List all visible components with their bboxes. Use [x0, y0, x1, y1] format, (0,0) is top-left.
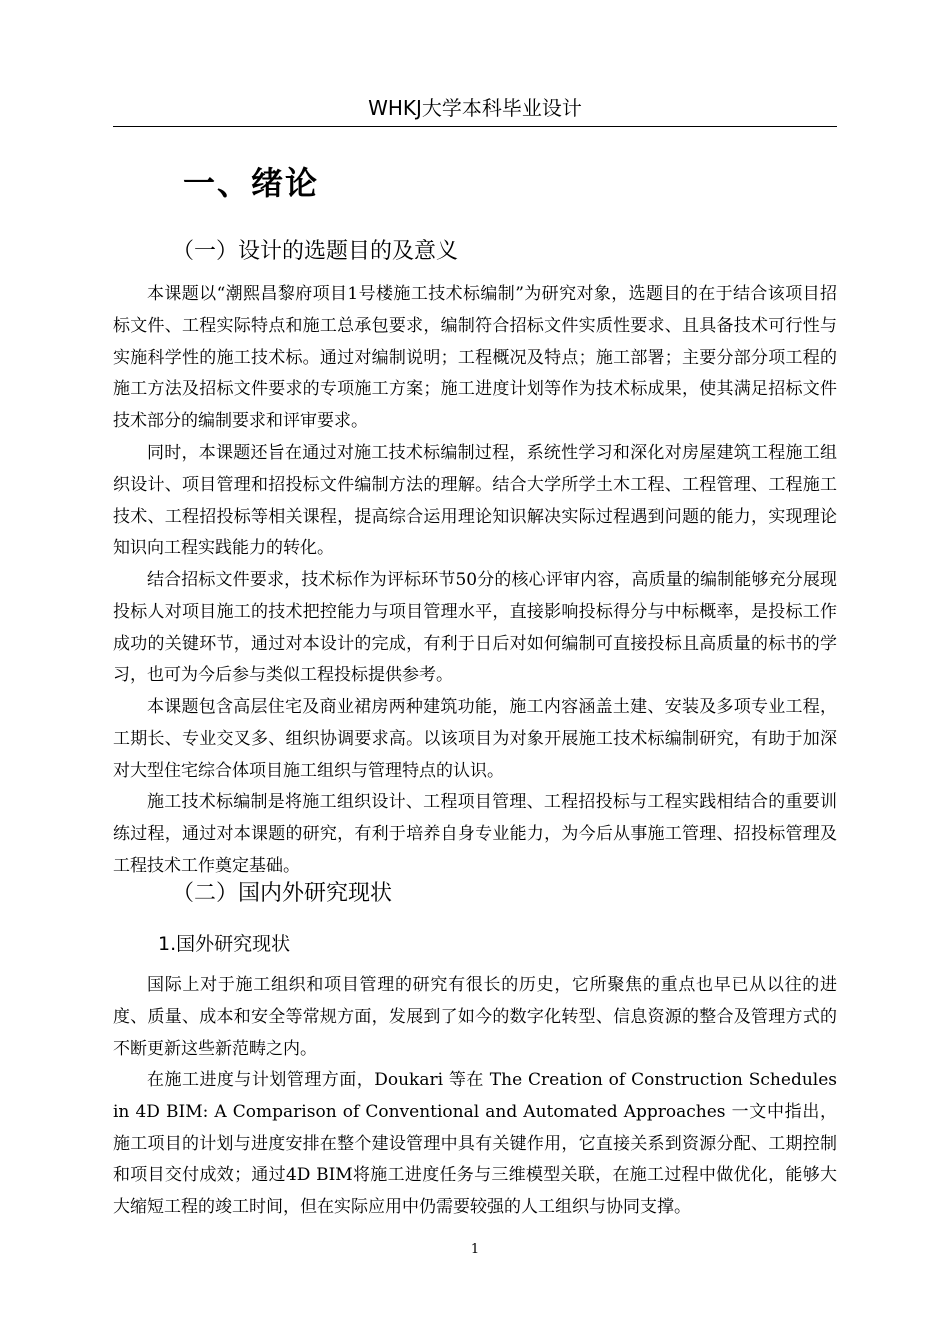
paragraph: 结合招标文件要求，技术标作为评标环节50分的核心评审内容，高质量的编制能够充分展现投标人对项目施工的技术把控能力与项目管理水平，直接影响投标得分与中标概率，是投标工作成功的关键环节，通过对本设计的完成，有利于日后对如何编制可直接投标且高质量的标书的学习，也可为今后参与类似工程投标提供参考。	[113, 570, 837, 686]
paragraph: 本课题包含高层住宅及商业裙房两种建筑功能，施工内容涵盖土建、安装及多项专业工程，工期长、专业交叉多、组织协调要求高。以该项目为对象开展施工技术标编制研究，有助于加深对大型住宅综合体项目施工组织与管理特点的认识。	[113, 697, 837, 781]
header-rule	[113, 126, 837, 127]
subsection-heading-foreign: 1.国外研究现状	[158, 933, 291, 955]
section-heading-purpose: （一）设计的选题目的及意义	[172, 239, 459, 264]
paragraph: 国际上对于施工组织和项目管理的研究有很长的历史，它所聚焦的重点也早已从以往的进度、质量、成本和安全等常规方面，发展到了如今的数字化转型、信息资源的整合及管理方式的不断更新这些新范畴之内。	[113, 975, 837, 1059]
paragraph: 在施工进度与计划管理方面，Doukari 等在 The Creation of Construction Schedules in 4D BIM: A Comparison of Conventional and Automated Approaches 一文中指出，施工项目的计划与进度安排在整个建设管理中具有关键作用，它直接关系到资源分配、工期控制和项目交付成效；通过4D BIM将施工进度任务与三维模型关联，在施工过程中做优化，能够大大缩短工程的竣工时间，但在实际应用中仍需要较强的人工组织与协同支撑。	[113, 1070, 837, 1218]
page-header: WHKJ大学本科毕业设计	[368, 96, 582, 120]
paragraph: 施工技术标编制是将施工组织设计、工程项目管理、工程招投标与工程实践相结合的重要训练过程，通过对本课题的研究，有利于培养自身专业能力，为今后从事施工管理、招投标管理及工程技术工作奠定基础。	[113, 792, 837, 876]
paragraph: 同时，本课题还旨在通过对施工技术标编制过程，系统性学习和深化对房屋建筑工程施工组织设计、项目管理和招投标文件编制方法的理解。结合大学所学土木工程、工程管理、工程施工技术、工程招投标等相关课程，提高综合运用理论知识解决实际过程遇到问题的能力，实现理论知识向工程实践能力的转化。	[113, 443, 837, 559]
chapter-title: 一、绪论	[183, 164, 320, 202]
page-number: 1	[470, 1242, 480, 1257]
section-heading-research-status: （二）国内外研究现状	[172, 881, 393, 906]
paragraph: 本课题以“潮熙昌黎府项目1号楼施工技术标编制”为研究对象，选题目的在于结合该项目招标文件、工程实际特点和施工总承包要求，编制符合招标文件实质性要求、且具备技术可行性与实施科学性的施工技术标。通过对编制说明；工程概况及特点；施工部署；主要分部分项工程的施工方法及招标文件要求的专项施工方案；施工进度计划等作为技术标成果，使其满足招标文件技术部分的编制要求和评审要求。	[113, 284, 837, 432]
